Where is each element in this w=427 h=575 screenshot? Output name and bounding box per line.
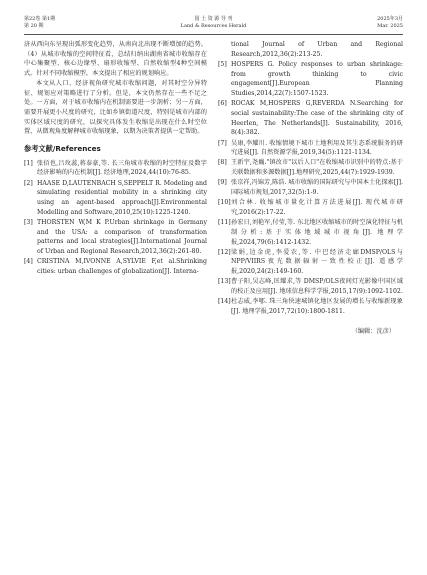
left-column bbox=[24, 40, 207, 277]
header-journal bbox=[24, 16, 403, 30]
reference-text: HAASE D,LAUTENBACH S,SEPPELT R. Modeling and simulating residential mobility in a shrinking city using an agent-based approach[J].Environmental Modelling and Software,2010,25(10):1225-1240. bbox=[37, 179, 207, 216]
header-date bbox=[377, 16, 403, 30]
reference-item bbox=[218, 297, 403, 316]
reference-item bbox=[24, 257, 207, 276]
reference-item bbox=[218, 178, 403, 197]
reference-number: [9] bbox=[218, 179, 227, 187]
reference-item bbox=[24, 159, 207, 178]
reference-text: 孙宏日,刘艳军,付莹,等. 东北地区收缩城市的时空演化特征与机制分析:基于实体地域城市视角[J]. 地理学报,2024,79(6):1412-1432. bbox=[231, 219, 403, 246]
journal-name-cn: 国 土 资 源 导 刊 bbox=[194, 16, 233, 22]
reference-number: [13] bbox=[218, 278, 231, 286]
reference-number: [5] bbox=[218, 60, 227, 68]
reference-number: [1] bbox=[24, 159, 33, 167]
reference-number: [2] bbox=[24, 179, 33, 187]
reference-number: [7] bbox=[218, 139, 227, 147]
running-header bbox=[24, 16, 403, 34]
reference-number: [6] bbox=[218, 100, 227, 108]
reference-item bbox=[218, 139, 403, 158]
reference-item bbox=[218, 218, 403, 247]
reference-text: 刘合林. 收缩城市量化计算方法进展[J]. 现代城市研究,2016(2):17-22. bbox=[231, 199, 403, 216]
reference-text: CRISTINA M,IVONNE A,SYLVIE F,et al.Shrinking cities: urban challenges of globalization[J]. Interna- bbox=[37, 258, 207, 275]
references-heading: 参考文献/References bbox=[24, 144, 101, 154]
reference-text: 王新宇,尧巍."镇改市"以后人口"在收缩城市识别中的特点:基于关联数据和多源数据[J].地理研究,2025,44(7):1929-1939. bbox=[231, 159, 403, 177]
reference-number: [12] bbox=[218, 248, 231, 256]
reference-item bbox=[218, 60, 403, 99]
header-volume: 第22卷 第1期 bbox=[24, 16, 56, 22]
reference-item bbox=[218, 277, 403, 296]
reference-text: 杜志威,李郇. 珠三角快速城镇化地区发展的增长与收缩新现象[J]. 地理学报,2017,72(10):1800-1811. bbox=[231, 298, 403, 315]
reference-text: HOSPERS G. Policy responses to urban shrinkage: from growth thinking to civic engagement[J].European Planning Studies,2014,22(7):1507-1523. bbox=[231, 60, 403, 98]
reference-text: 张佰也,吕玫蕊,蒋泰豪,等. 长三角城市收缩的时空特征及数字经济影响的内在机制[J]. 经济地理,2024,44(10):76-85. bbox=[37, 159, 207, 177]
reference-text: 梁娟,边金虎,李爱农,等. 中巴经济走廊DMSP/OLS与NPP/VIIRS夜光数据辐射一致性校正[J]. 遥感学报,2020,24(2):149-160. bbox=[231, 248, 403, 276]
journal-name-en: Land & Resources Herald bbox=[180, 23, 247, 29]
reference-text: tional Journal of Urban and Regional Research,2012,36(2):213-25. bbox=[231, 41, 403, 58]
reference-text: ROCAK M,HOSPERS G,REVERDA N.Searching for social sustainability:The case of the shrinking city of Heerlen, The Netherlands[J]. Sustainability, 2016, 8(4):382. bbox=[231, 100, 403, 137]
reference-number: [14] bbox=[218, 298, 231, 306]
right-column bbox=[218, 40, 403, 336]
reference-text: 吴康,李耀川. 收缩情境下城市土地利用及其生态系统服务的研究进展[J]. 自然资源学报,2019,34(5):1121-1134. bbox=[231, 139, 403, 157]
reference-item bbox=[218, 198, 403, 217]
reference-number: [11] bbox=[218, 219, 231, 227]
reference-number: [10] bbox=[218, 199, 231, 207]
reference-item bbox=[218, 99, 403, 138]
reference-list-continued bbox=[218, 40, 403, 317]
conclusion-paragraph: 济从西向东呈现出弧形变化趋势，从南向北出现不断增加的趋势。（4）从城市收缩的空间特征看，总结归纳出湖南省城市收缩存在中心集聚型、核心边缘型、扇形收缩型、自然收缩型4种空间模式。针对不同收缩模型，本文提出了相应的规划响应。 bbox=[24, 41, 207, 78]
header-rule bbox=[24, 34, 403, 35]
reference-item bbox=[218, 248, 403, 277]
reference-number: [4] bbox=[24, 258, 33, 266]
reference-item-continued bbox=[218, 40, 403, 59]
reference-item bbox=[24, 218, 207, 257]
date-cn: 2025年3月 bbox=[377, 16, 403, 22]
limitations-paragraph: 本文从人口、经济视角研究城市收缩问题，对其时空分异特征、规划应对策略进行了分析。但是，本文仍然存在一些不足之处。一方面，对于城市收缩内在机制需要进一步剖析；另一方面，需要开展更小尺度的研究，比如乡镇街道尺度，特别是城市内部的实体区域尺度的研究，以探究具体发生收缩是出现在什么时空位置，从微观角度解释城市收缩现象，以期为决策者提供一定帮助。 bbox=[24, 79, 207, 136]
date-en: Mar. 2025 bbox=[377, 23, 403, 29]
reference-number: [3] bbox=[24, 218, 33, 226]
reference-text: 曹子阳,吴志峰,匡耀求,等 DMSP/OLS夜间灯光影像中国区域的校正及应用[J]. 地球信息科学学报,2015,17(9):1092-1102. bbox=[231, 278, 403, 296]
reference-number: [8] bbox=[218, 159, 227, 167]
reference-text: THORSTEN W,M K P.Urban shrinkage in Germany and the USA: a comparison of transformation patterns and local strategies[J].International Journal of Urban and Regional Research,2012,36(2):261-80. bbox=[37, 218, 207, 256]
header-number: 第 20 期 bbox=[24, 23, 44, 29]
reference-list bbox=[24, 159, 207, 277]
reference-text: 张京祥,冯锦芳,陈浩. 城市收缩的国际研究与中国本土化探索[J]. 国际城市规划,2017,32(5):1-9. bbox=[231, 179, 403, 197]
editor-note: （编辑：沈彦） bbox=[351, 327, 395, 335]
reference-item bbox=[218, 158, 403, 177]
reference-item bbox=[24, 179, 207, 218]
